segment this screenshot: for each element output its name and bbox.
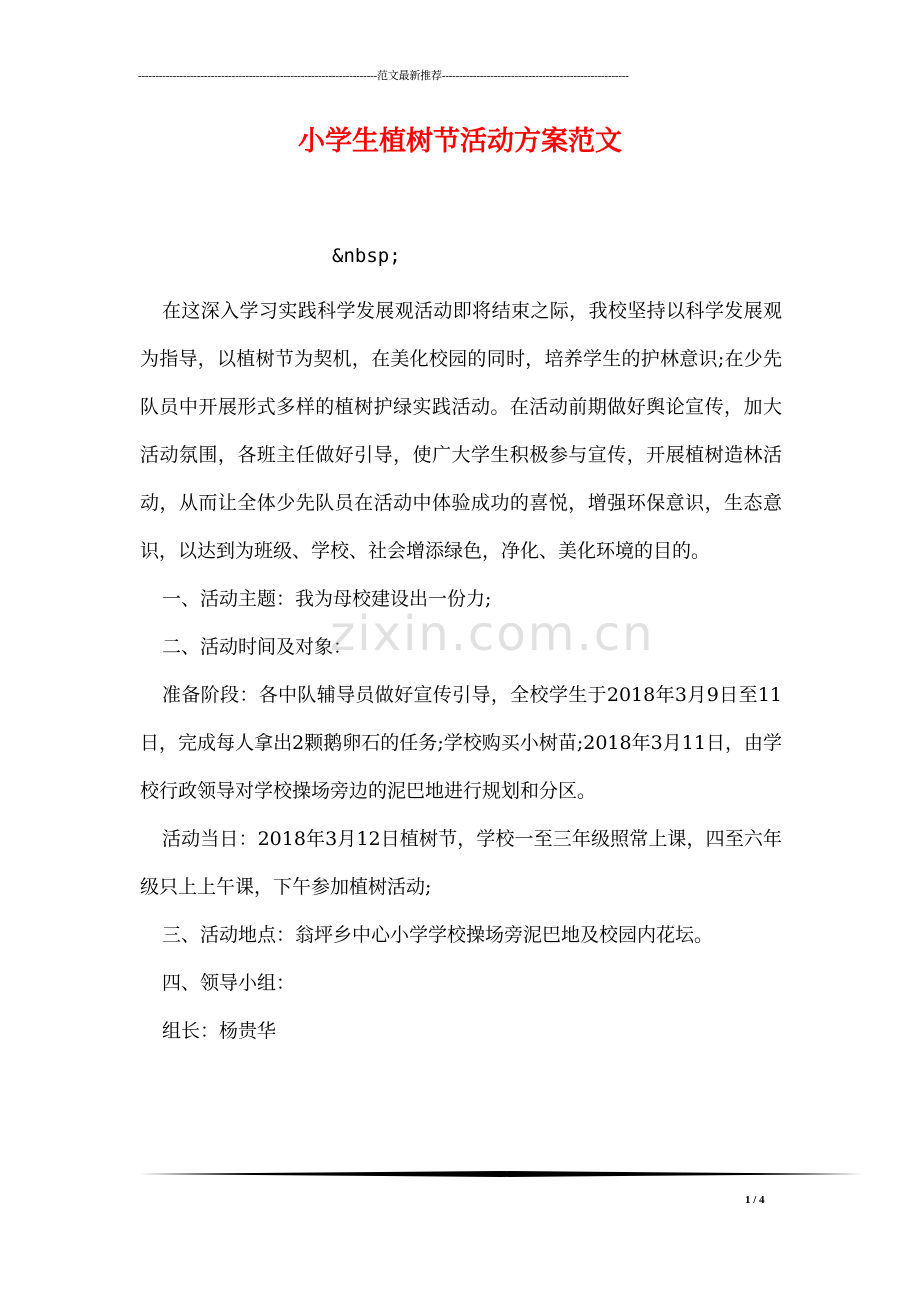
header-banner: ---------------------------------------------------------------------范文最新推荐------------------------------------------------------ (138, 70, 629, 82)
paragraph-intro: 在这深入学习实践科学发展观活动即将结束之际，我校坚持以科学发展观为指导，以植树节为契机，在美化校园的同时，培养学生的护林意识;在少先队员中开展形式多样的植树护绿实践活动。在活动前期做好舆论宣传，加大活动氛围，各班主任做好引导，使广大学生积极参与宣传，开展植树造林活动，从而让全体少先队员在活动中体验成功的喜悦，增强环保意识，生态意识，以达到为班级、学校、社会增添绿色，净化、美化环境的目的。 (140, 300, 782, 562)
document-title: 小学生植树节活动方案范文 (298, 126, 622, 157)
nbsp-artifact-text: &nbsp; (332, 245, 401, 267)
paragraph-event-day: 活动当日：2018年3月12日植树节，学校一至三年级照常上课，四至六年级只上上午课，下午参加植树活动; (140, 828, 782, 898)
footer-divider (140, 1170, 863, 1178)
paragraph-group-leader: 组长：杨贵华 (162, 1020, 277, 1042)
watermark-text: zixin.com.cn (330, 606, 655, 662)
paragraph-location: 三、活动地点：翁坪乡中心小学学校操场旁泥巴地及校园内花坛。 (162, 924, 714, 946)
paragraph-preparation: 准备阶段：各中队辅导员做好宣传引导，全校学生于2018年3月9日至11日，完成每人拿出2颗鹅卵石的任务;学校购买小树苗;2018年3月11日，由学校行政领导对学校操场旁边的泥巴地进行规划和分区。 (140, 684, 782, 802)
paragraph-time-heading: 二、活动时间及对象： (162, 636, 353, 658)
paragraph-leadership-heading: 四、领导小组： (162, 972, 296, 994)
document-body (140, 287, 782, 1055)
page-number: 1 / 4 (745, 1194, 765, 1206)
paragraph-theme: 一、活动主题：我为母校建设出一份力; (162, 588, 492, 610)
